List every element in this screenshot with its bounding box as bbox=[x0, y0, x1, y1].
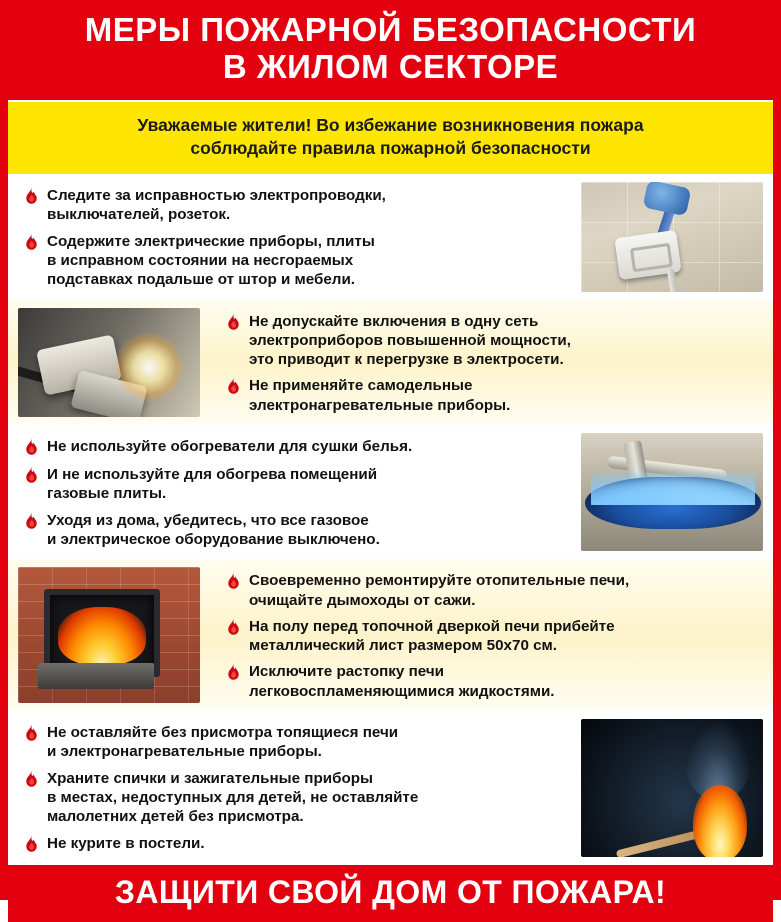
advice-item bbox=[24, 232, 557, 290]
footer-slogan: ЗАЩИТИ СВОЙ ДОМ ОТ ПОЖАРА! bbox=[114, 873, 667, 910]
subheader-line1: Уважаемые жители! Во избежание возникновения пожара bbox=[137, 114, 644, 135]
advice-item bbox=[24, 186, 557, 225]
advice-section-stove-maintenance bbox=[8, 559, 773, 711]
advice-item bbox=[24, 437, 557, 458]
advice-section-overload bbox=[8, 300, 773, 425]
spark-shape bbox=[114, 332, 184, 402]
match-flame-shape bbox=[693, 785, 747, 856]
advice-item-text: Не используйте обогреватели для сушки белья. bbox=[47, 438, 413, 456]
advice-item-text: И не используйте для обогрева помещений газовые плиты. bbox=[47, 466, 378, 503]
advice-text-block bbox=[8, 711, 571, 864]
flame-icon bbox=[24, 724, 39, 744]
advice-item bbox=[226, 312, 759, 370]
photo-art bbox=[581, 433, 763, 551]
flame-icon bbox=[24, 187, 39, 207]
flame-icon bbox=[24, 466, 39, 486]
advice-item-text: Исключите растопку печи легковоспламеняющимися жидкостями. bbox=[249, 663, 555, 700]
advice-item-text: Своевременно ремонтируйте отопительные печи, очищайте дымоходы от сажи. bbox=[249, 572, 630, 609]
photo-art bbox=[18, 567, 200, 703]
advice-item bbox=[24, 511, 557, 550]
flame-icon bbox=[24, 770, 39, 790]
flame-icon bbox=[24, 233, 39, 253]
advice-item bbox=[226, 376, 759, 415]
poster-footer bbox=[8, 865, 773, 922]
advice-text-block bbox=[210, 559, 773, 711]
advice-text-block bbox=[8, 425, 571, 559]
advice-item bbox=[24, 769, 557, 827]
advice-item-text: Следите за исправностью электропроводки, выключателей, розеток. bbox=[47, 187, 386, 224]
advice-item bbox=[226, 617, 759, 656]
photo-burning-match bbox=[581, 719, 763, 856]
flame-icon bbox=[24, 835, 39, 855]
advice-item bbox=[226, 662, 759, 701]
poster-header bbox=[8, 0, 773, 100]
advice-section-heaters-gas bbox=[8, 425, 773, 559]
fire-shape bbox=[58, 607, 146, 665]
photo-art bbox=[581, 719, 763, 856]
flame-icon bbox=[226, 618, 241, 638]
advice-item-text: Не применяйте самодельные электронагревательные приборы. bbox=[249, 377, 511, 414]
advice-item bbox=[226, 571, 759, 610]
advice-text-block bbox=[8, 174, 571, 299]
advice-item bbox=[24, 834, 557, 855]
advice-section-unattended-fire bbox=[8, 711, 773, 864]
photo-art bbox=[18, 308, 200, 417]
flame-icon bbox=[24, 512, 39, 532]
advice-item bbox=[24, 465, 557, 504]
junction-box-shape bbox=[643, 182, 692, 216]
photo-brick-stove bbox=[18, 567, 200, 703]
photo-overloaded-plugs bbox=[18, 308, 200, 417]
advice-sections bbox=[8, 174, 773, 864]
photo-art bbox=[581, 182, 763, 291]
stove-base-shape bbox=[38, 663, 154, 689]
advice-section-electrical-wiring bbox=[8, 174, 773, 299]
photo-electrical-socket bbox=[581, 182, 763, 291]
subheader-line2: соблюдайте правила пожарной безопасности bbox=[190, 138, 591, 158]
advice-text-block bbox=[210, 300, 773, 425]
gas-flame-shape bbox=[591, 469, 755, 505]
flame-icon bbox=[226, 663, 241, 683]
photo-gas-burner bbox=[581, 433, 763, 551]
flame-icon bbox=[226, 572, 241, 592]
advice-item-text: Не оставляйте без присмотра топящиеся печи и электронагревательные приборы. bbox=[47, 724, 399, 761]
flame-icon bbox=[24, 438, 39, 458]
advice-item-text: Храните спички и зажигательные приборы в местах, недоступных для детей, не оставляйте малолетних детей без присмотра. bbox=[47, 769, 419, 826]
header-title-line1: МЕРЫ ПОЖАРНОЙ БЕЗОПАСНОСТИ bbox=[84, 11, 697, 48]
flame-icon bbox=[226, 313, 241, 333]
advice-item-text: Уходя из дома, убедитесь, что все газовое и электрическое оборудование выключено. bbox=[47, 511, 380, 548]
header-title-line2: В ЖИЛОМ СЕКТОРЕ bbox=[222, 47, 559, 85]
advice-item bbox=[24, 723, 557, 762]
advice-item-text: Содержите электрические приборы, плиты в исправном состоянии на несгораемых подставках подальше от штор и мебели. bbox=[47, 232, 375, 289]
advice-item-text: Не курите в постели. bbox=[47, 834, 205, 852]
advice-item-text: Не допускайте включения в одну сеть электроприборов повышенной мощности, это приводит к перегрузке в электросети. bbox=[249, 312, 571, 369]
flame-icon bbox=[226, 377, 241, 397]
poster-subheader bbox=[8, 100, 773, 174]
advice-item-text: На полу перед топочной дверкой печи прибейте металлический лист размером 50х70 см. bbox=[249, 617, 615, 655]
